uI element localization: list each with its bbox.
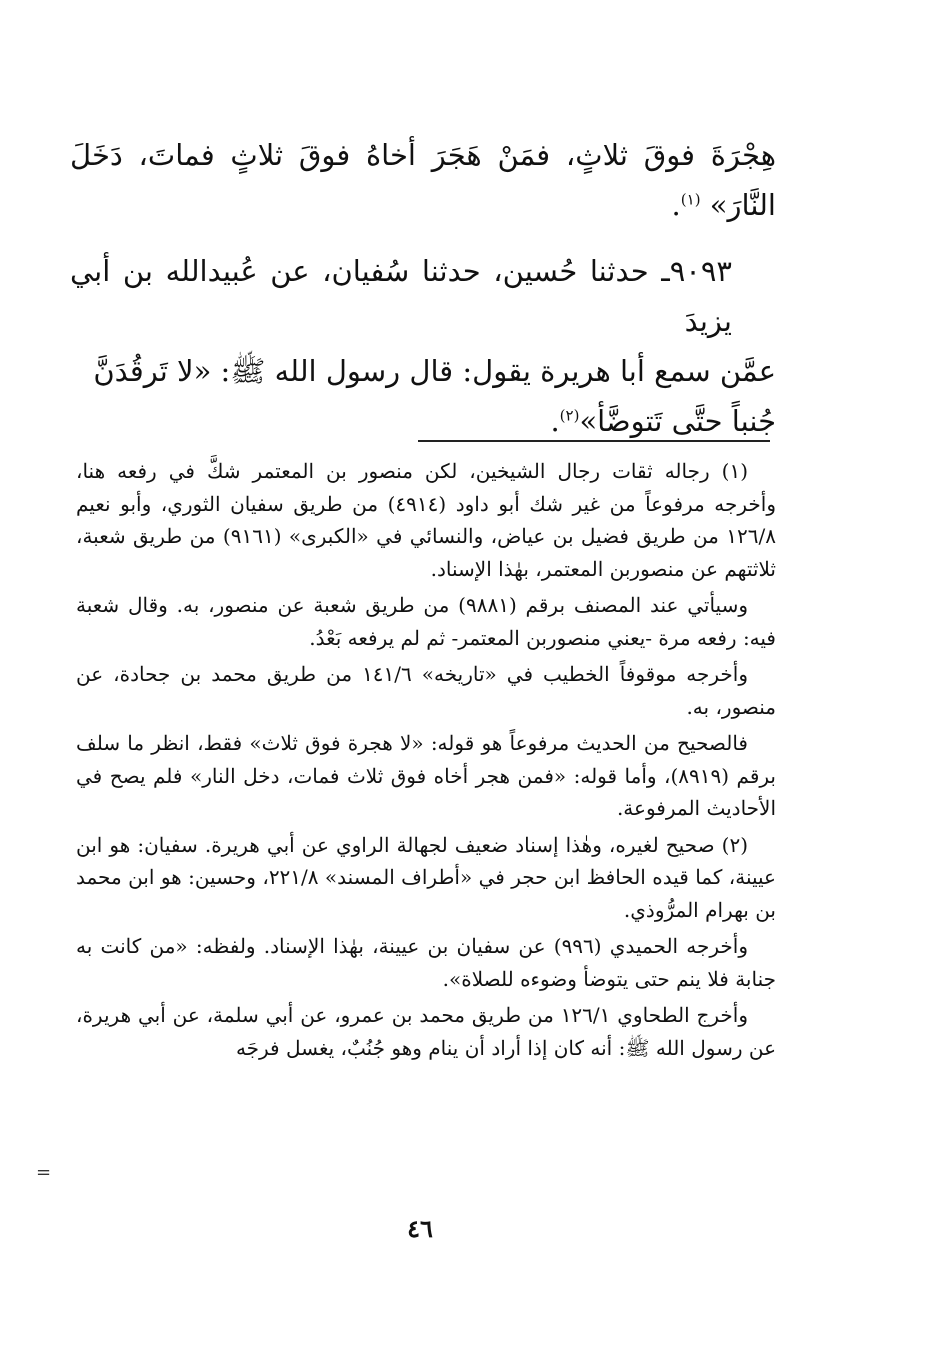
hadith-line-3-text: جُنباً حتَّى تَتوضَّأ» (579, 404, 776, 438)
footnote-paragraph: (١) رجاله ثقات رجال الشيخين، لكن منصور بن المعتمر شكَّ في رفعه هنا، وأخرجه مرفوعاً من غير شك أبو داود (٤٩١٤) من طريق سفيان الثوري، وأبو نعيم ١٢٦/٨ من طريق فضيل بن عياض، والنسائي في «الكبرى» (٩١٦١) من طريق شعبة، ثلاثتهم عن منصوربن المعتمر، بهٰذا الإسناد. (76, 459, 777, 581)
footnote-paragraph: وأخرجه موقوفاً الخطيب في «تاريخه» ١٤١/٦ من طريق محمد بن جحادة، عن منصور، به. (76, 662, 776, 719)
hadith-line-2: عمَّن سمع أبا هريرة يقول: قال رسول الله ﷺ: «لا تَرقُدَنَّ (93, 354, 776, 388)
continuation-mark: = (36, 1162, 52, 1183)
footnote-divider (418, 440, 770, 442)
continuation-paragraph: هِجْرَةَ فوقَ ثلاثٍ، فمَنْ هَجَرَ أخاهُ فوقَ ثلاثٍ فماتَ، دَخَلَ النَّارَ» $^{(١)}$. (70, 138, 776, 222)
main-text (70, 130, 776, 446)
footnote-paragraph: وسيأتي عند المصنف برقم (٩٨٨١) من طريق شعبة عن منصور، به. وقال شعبة فيه: رفعه مرة -يعني منصوربن المعتمر- ثم لم يرفعه بَعْدُ. (76, 593, 776, 650)
footnote-paragraph: وأخرجه الحميدي (٩٩٦) عن سفيان بن عيينة، بهٰذا الإسناد. ولفظه: «من كانت به جنابة فلا ينم حتى يتوضأ وضوءه للصلاة». (76, 934, 776, 991)
footnote-marker-1: (١) (680, 190, 701, 209)
continuation-text: هِجْرَةَ فوقَ ثلاثٍ، فمَنْ هَجَرَ أخاهُ فوقَ ثلاثٍ فماتَ، دَخَلَ النَّارَ» (70, 138, 776, 222)
hadith-line-1 (70, 246, 776, 346)
footnote-paragraph: فالصحيح من الحديث مرفوعاً هو قوله: «لا هجرة فوق ثلاث» فقط، انظر ما سلف برقم (٨٩١٩)، وأما قوله: «فمن هجر أخاه فوق ثلاث فمات، دخل النار» فلم يصح في الأحاديث المرفوعة. (76, 731, 776, 820)
page-number: ٤٦ (407, 1214, 433, 1243)
hadith-paragraph (70, 246, 776, 446)
footnote-marker-2: (٢) (559, 406, 580, 425)
footnotes (76, 455, 776, 1068)
hadith-number: ٩٠٩٣ـ (661, 254, 733, 288)
hadith-line-1-text: حدثنا حُسين، حدثنا سُفيان، عن عُبيدالله بن أبي يزيدَ (70, 254, 732, 338)
footnote-paragraph: وأخرج الطحاوي ١٢٦/١ من طريق محمد بن عمرو، عن أبي سلمة، عن أبي هريرة، عن رسول الله ﷺ: أنه كان إذا أراد أن ينام وهو جُنُبٌ، يغسل فرجَه (76, 1003, 776, 1060)
hadith-line-3: جُنباً حتَّى تَتوضَّأ»$^{(٢)}$. (550, 404, 776, 438)
footnote-paragraph: (٢) صحيح لغيره، وهٰذا إسناد ضعيف لجهالة الراوي عن أبي هريرة. سفيان: هو ابن عيينة، كما قيده الحافظ ابن حجر في «أطراف المسند» ٢٢١/٨، وحسين: هو ابن محمد بن بهرام المرُّوذي. (76, 832, 776, 922)
